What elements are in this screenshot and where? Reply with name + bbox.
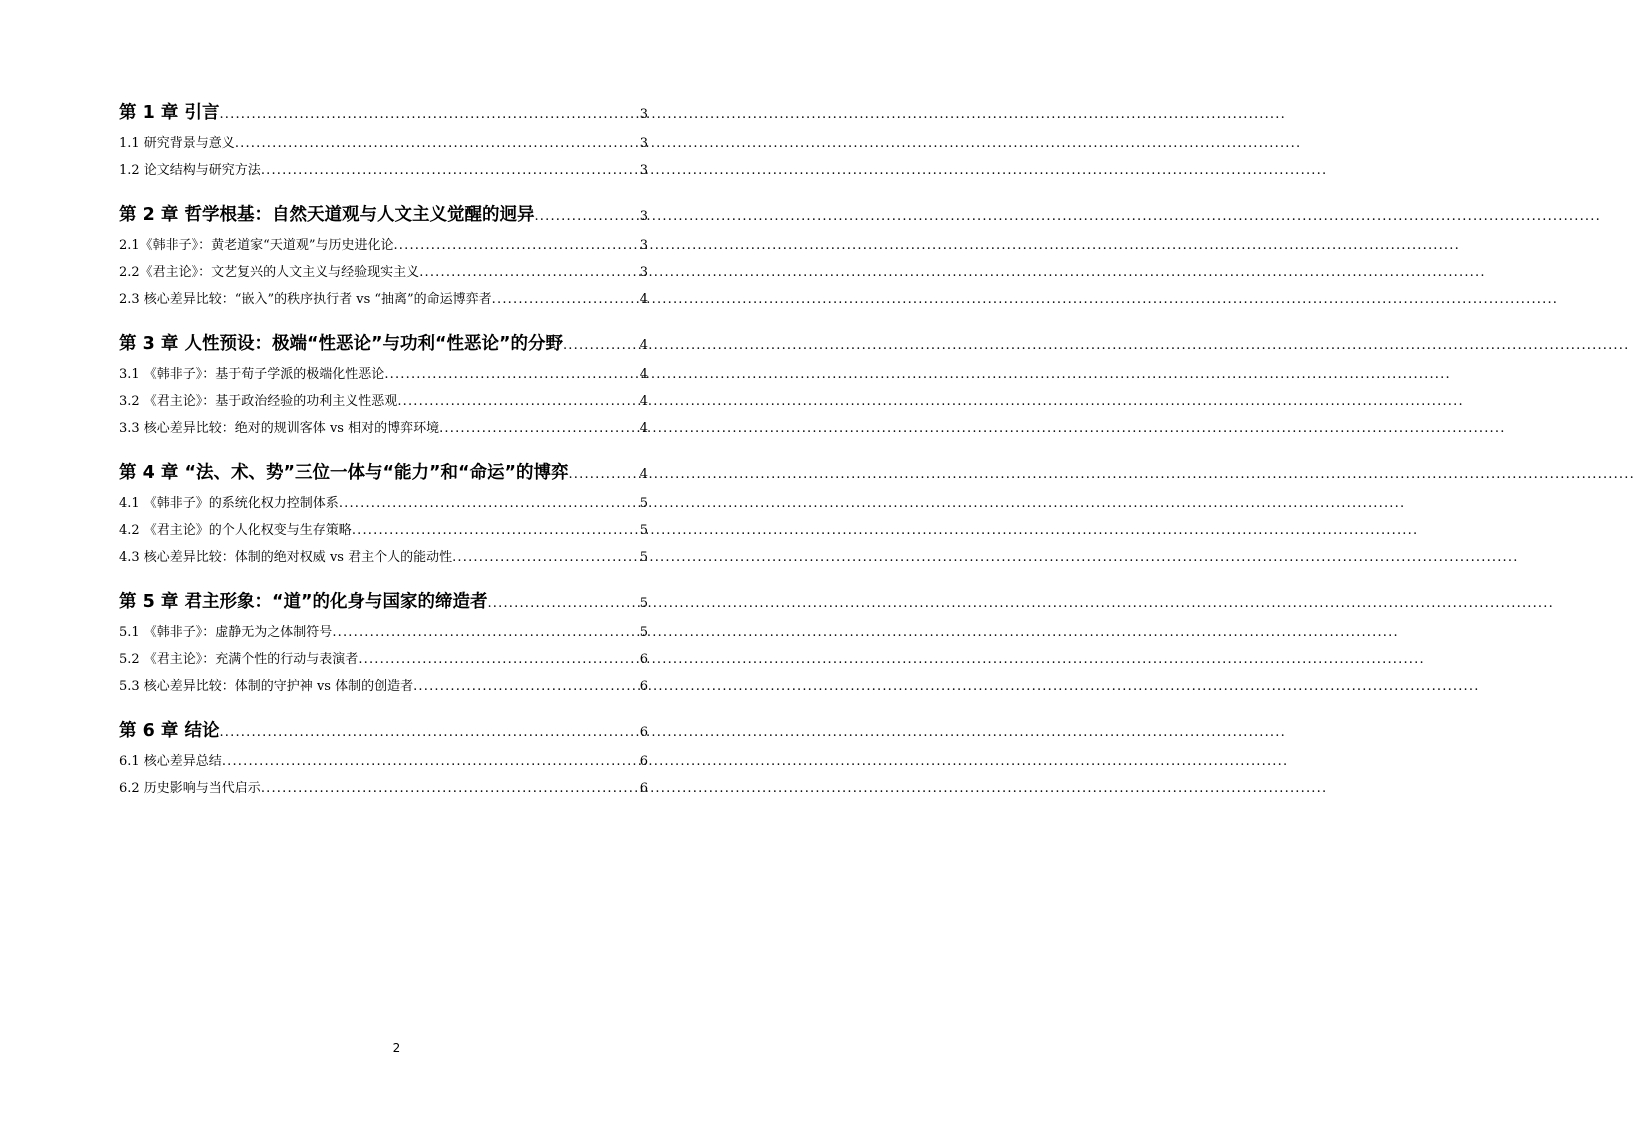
toc-section-6-1[interactable]: [119, 748, 648, 775]
section-page-number: 5: [639, 496, 648, 511]
section-title: 2.1《韩非子》：黄老道家“天道观”与历史进化论: [119, 238, 394, 253]
toc-chapter-5[interactable]: [119, 589, 648, 615]
toc-section-3-2[interactable]: [119, 388, 648, 415]
section-title: 1.2 论文结构与研究方法: [119, 163, 261, 178]
section-page-number: 3: [639, 238, 648, 253]
toc-chapter-1[interactable]: [119, 100, 648, 126]
section-page-number: 4: [639, 421, 648, 436]
dot-leader: [397, 388, 638, 415]
toc-section-1-2[interactable]: [119, 157, 648, 184]
toc-section-4-1[interactable]: [119, 490, 648, 517]
chapter-title: 第 2 章 哲学根基：自然天道观与人文主义觉醒的迥异: [119, 205, 535, 225]
section-title: 3.2 《君主论》：基于政治经验的功利主义性恶观: [119, 394, 398, 409]
toc-chapter-2[interactable]: [119, 202, 648, 228]
section-title: 4.2 《君主论》的个人化权变与生存策略: [119, 523, 352, 538]
toc-section-2-1[interactable]: [119, 232, 648, 259]
section-page-number: 3: [639, 265, 648, 280]
toc-chapter-3[interactable]: [119, 331, 648, 357]
section-page-number: 4: [639, 292, 648, 307]
section-page-number: 4: [639, 367, 648, 382]
dot-leader: [534, 204, 638, 230]
chapter-page-number: 4: [639, 467, 648, 482]
toc-section-5-2[interactable]: [119, 646, 648, 673]
dot-leader: [384, 361, 638, 388]
dot-leader: [261, 775, 639, 802]
dot-leader: [222, 748, 639, 775]
section-page-number: 6: [639, 679, 648, 694]
section-page-number: 5: [639, 625, 648, 640]
toc-section-3-3[interactable]: [119, 415, 648, 442]
section-title: 2.2《君主论》：文艺复兴的人文主义与经验现实主义: [119, 265, 420, 280]
toc-section-5-1[interactable]: [119, 619, 648, 646]
toc-chapter-6[interactable]: [119, 718, 648, 744]
section-page-number: 5: [639, 523, 648, 538]
section-page-number: 3: [639, 136, 648, 151]
toc-section-4-3[interactable]: [119, 544, 648, 571]
toc-section-2-2[interactable]: [119, 259, 648, 286]
section-page-number: 4: [639, 394, 648, 409]
section-title: 3.3 核心差异比较：绝对的规训客体 vs 相对的博弈环境: [119, 421, 440, 436]
chapter-page-number: 3: [639, 209, 648, 224]
chapter-page-number: 3: [639, 107, 648, 122]
dot-leader: [339, 490, 639, 517]
table-of-contents: [119, 100, 648, 802]
toc-section-4-2[interactable]: [119, 517, 648, 544]
section-title: 4.1 《韩非子》的系统化权力控制体系: [119, 496, 339, 511]
chapter-page-number: 4: [639, 338, 648, 353]
chapter-page-number: 6: [639, 725, 648, 740]
chapter-title: 第 3 章 人性预设：极端“性恶论”与功利“性恶论”的分野: [119, 334, 563, 354]
section-title: 4.3 核心差异比较：体制的绝对权威 vs 君主个人的能动性: [119, 550, 453, 565]
toc-chapter-4[interactable]: [119, 460, 648, 486]
dot-leader: [219, 720, 638, 746]
section-page-number: 6: [639, 781, 648, 796]
dot-leader: [393, 232, 638, 259]
dot-leader: [419, 259, 639, 286]
dot-leader: [439, 415, 639, 442]
toc-section-1-1[interactable]: [119, 130, 648, 157]
toc-section-6-2[interactable]: [119, 775, 648, 802]
chapter-title: 第 4 章 “法、术、势”三位一体与“能力”和“命运”的博弈: [119, 463, 569, 483]
dot-leader: [358, 646, 638, 673]
section-title: 6.2 历史影响与当代启示: [119, 781, 261, 796]
dot-leader: [352, 517, 639, 544]
toc-section-2-3[interactable]: [119, 286, 648, 313]
toc-section-3-1[interactable]: [119, 361, 648, 388]
section-page-number: 5: [639, 550, 648, 565]
section-page-number: 6: [639, 652, 648, 667]
chapter-title: 第 1 章 引言: [119, 103, 220, 123]
section-page-number: 6: [639, 754, 648, 769]
section-title: 5.2 《君主论》：充满个性的行动与表演者: [119, 652, 359, 667]
dot-leader: [219, 102, 638, 128]
section-page-number: 3: [639, 163, 648, 178]
footer-page-number: 2: [392, 1041, 401, 1055]
toc-section-5-3[interactable]: [119, 673, 648, 700]
dot-leader: [492, 286, 639, 313]
section-title: 2.3 核心差异比较：“嵌入”的秩序执行者 vs “抽离”的命运博弈者: [119, 292, 492, 307]
dot-leader: [487, 591, 638, 617]
dot-leader: [568, 462, 638, 488]
section-title: 5.1 《韩非子》：虚静无为之体制符号: [119, 625, 333, 640]
section-title: 5.3 核心差异比较：体制的守护神 vs 体制的创造者: [119, 679, 414, 694]
chapter-page-number: 5: [639, 596, 648, 611]
section-title: 1.1 研究背景与意义: [119, 136, 235, 151]
dot-leader: [452, 544, 639, 571]
dot-leader: [332, 619, 638, 646]
chapter-title: 第 6 章 结论: [119, 721, 220, 741]
dot-leader: [261, 157, 639, 184]
chapter-title: 第 5 章 君主形象：“道”的化身与国家的缔造者: [119, 592, 488, 612]
dot-leader: [235, 130, 639, 157]
dot-leader: [413, 673, 639, 700]
dot-leader: [563, 333, 639, 359]
section-title: 6.1 核心差异总结: [119, 754, 222, 769]
section-title: 3.1 《韩非子》：基于荀子学派的极端化性恶论: [119, 367, 385, 382]
